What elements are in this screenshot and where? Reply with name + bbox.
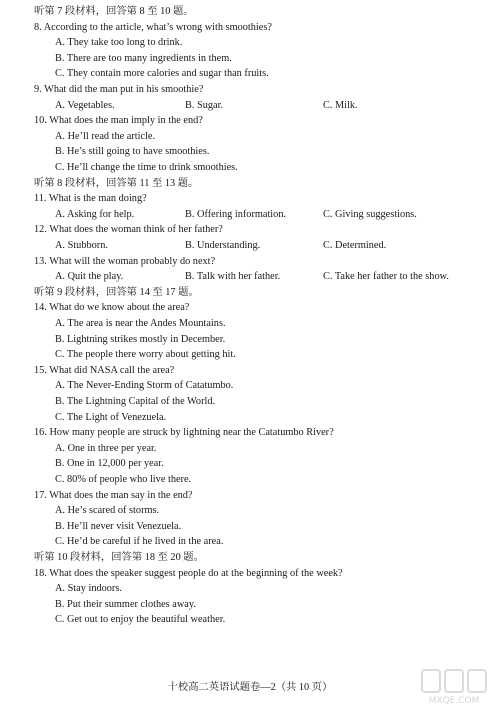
section-instruction: 听第 8 段材料，回答第 11 至 13 题。 bbox=[34, 177, 199, 189]
page-footer: 十校高二英语试题卷—2（共 10 页） bbox=[167, 682, 333, 693]
answer-option-a: A. Quit the play. bbox=[55, 271, 124, 283]
question-text: 17. What does the man say in the end? bbox=[34, 489, 193, 501]
answer-option-c: C. Milk. bbox=[323, 99, 358, 111]
answer-option-b: B. Offering information. bbox=[185, 208, 287, 220]
answer-option-a: A. Stubborn. bbox=[55, 240, 108, 251]
answer-option-b: B. Understanding. bbox=[185, 240, 261, 251]
answer-option: A. One in three per year. bbox=[55, 442, 157, 454]
answer-option: B. There are too many ingredients in them. bbox=[55, 52, 232, 64]
watermark-text: MXQE.COM bbox=[428, 696, 480, 706]
question-text: 8. According to the article, what’s wrong with smoothies? bbox=[34, 21, 272, 33]
section-instruction: 听第 9 段材料，回答第 14 至 17 题。 bbox=[34, 286, 199, 298]
answer-option: B. The Lightning Capital of the World. bbox=[55, 396, 216, 407]
question-text: 16. How many people are struck by lightning near the Catatumbo River? bbox=[34, 427, 334, 439]
question-text: 18. What does the speaker suggest people do at the beginning of the week? bbox=[34, 567, 343, 579]
answer-option-b: B. Sugar. bbox=[185, 99, 224, 111]
answer-option: A. He’ll read the article. bbox=[55, 130, 156, 142]
answer-option: B. He’s still going to have smoothies. bbox=[55, 146, 210, 158]
question-text: 12. What does the woman think of her father? bbox=[34, 224, 223, 236]
answer-option-c: C. Take her father to the show. bbox=[323, 271, 449, 283]
question-text: 10. What does the man imply in the end? bbox=[34, 115, 203, 127]
section-instruction: 听第 7 段材料，回答第 8 至 10 题。 bbox=[34, 6, 194, 17]
answer-option: A. The Never-Ending Storm of Catatumbo. bbox=[55, 380, 234, 392]
answer-option-c: C. Giving suggestions. bbox=[323, 208, 417, 220]
question-text: 11. What is the man doing? bbox=[34, 193, 147, 205]
answer-option: A. Stay indoors. bbox=[55, 583, 122, 595]
answer-option: A. The area is near the Andes Mountains. bbox=[55, 318, 226, 329]
answer-option: A. They take too long to drink. bbox=[55, 37, 183, 49]
question-text: 15. What did NASA call the area? bbox=[34, 364, 175, 376]
answer-option: B. He’ll never visit Venezuela. bbox=[55, 520, 182, 532]
answer-option: C. The people there worry about getting hit. bbox=[55, 349, 236, 361]
answer-option: C. They contain more calories and sugar than fruits. bbox=[55, 68, 269, 80]
answer-option: A. He’s scared of storms. bbox=[55, 505, 160, 517]
answer-option: C. 80% of people who live there. bbox=[55, 474, 192, 485]
answer-option: C. The Light of Venezuela. bbox=[55, 411, 167, 423]
question-text: 13. What will the woman probably do next? bbox=[34, 255, 216, 267]
answer-option-a: A. Vegetables. bbox=[55, 99, 115, 111]
watermark-mark-icon bbox=[418, 666, 490, 696]
answer-option: B. Put their summer clothes away. bbox=[55, 598, 196, 610]
answer-option: C. He’d be careful if he lived in the area. bbox=[55, 536, 224, 548]
answer-option: B. One in 12,000 per year. bbox=[55, 458, 164, 470]
answer-option-b: B. Talk with her father. bbox=[185, 271, 281, 283]
question-text: 9. What did the man put in his smoothie? bbox=[34, 84, 204, 95]
answer-option-c: C. Determined. bbox=[323, 240, 387, 251]
answer-option: C. Get out to enjoy the beautiful weather. bbox=[55, 614, 226, 626]
answer-option-a: A. Asking for help. bbox=[55, 208, 135, 220]
watermark-logo bbox=[418, 666, 490, 706]
section-instruction: 听第 10 段材料，回答第 18 至 20 题。 bbox=[34, 552, 204, 563]
question-text: 14. What do we know about the area? bbox=[34, 302, 190, 314]
answer-option: B. Lightning strikes mostly in December. bbox=[55, 333, 226, 345]
answer-option: C. He’ll change the time to drink smoothies. bbox=[55, 162, 238, 173]
